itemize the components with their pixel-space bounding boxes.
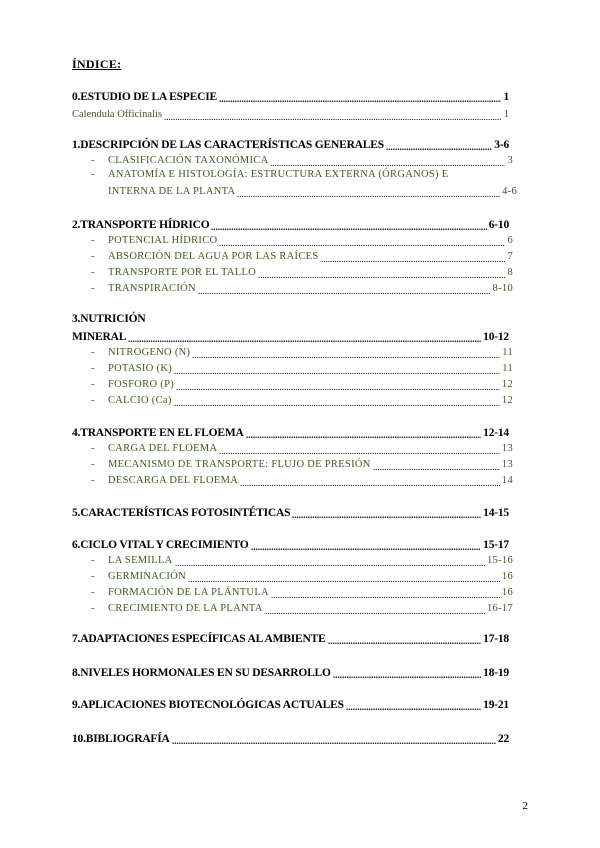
toc-section-title: 8.NIVELES HORMONALES EN SU DESARROLLO xyxy=(72,667,331,679)
dot-leader xyxy=(321,254,505,264)
toc-page-number: 14 xyxy=(501,475,513,486)
toc-page-number: 13 xyxy=(501,459,513,470)
dot-leader xyxy=(211,222,487,232)
dot-leader xyxy=(271,590,500,600)
bullet-dash: - xyxy=(91,555,95,566)
toc-page-number: 11 xyxy=(502,363,513,374)
bullet-dash: - xyxy=(91,587,95,598)
bullet-dash: - xyxy=(91,603,95,614)
toc-subitem-title: NITROGENO (N) xyxy=(108,347,191,358)
toc-page-number: 18-19 xyxy=(483,667,509,679)
toc-page-number: 15-17 xyxy=(483,539,509,551)
toc-subitem-title: ABSORCIÓN DEL AGUA POR LAS RAÍCES xyxy=(108,251,319,262)
toc-section-title: 6.CICLO VITAL Y CRECIMIENTO xyxy=(72,539,249,551)
toc-subitem-title: GERMINACIÓN xyxy=(108,571,186,582)
toc-page-number: 16 xyxy=(501,571,513,582)
toc-subitem-title: FOSFORO (P) xyxy=(108,379,175,390)
dot-leader xyxy=(188,574,500,584)
toc-page-number: 8-10 xyxy=(492,283,513,294)
toc-section-title: 10.BIBLIOGRAFÍA xyxy=(72,733,170,745)
toc-page-number: 11 xyxy=(502,347,513,358)
dot-leader xyxy=(128,334,481,344)
toc-page-number: 3-6 xyxy=(494,139,509,151)
bullet-dash: - xyxy=(91,235,95,246)
dot-leader xyxy=(174,398,500,408)
toc-page-number: 7 xyxy=(507,251,513,262)
bullet-dash: - xyxy=(91,251,95,262)
toc-section-title: 9.APLICACIONES BIOTECNOLÓGICAS ACTUALES xyxy=(72,699,344,711)
bullet-dash: - xyxy=(91,443,95,454)
dot-leader xyxy=(219,446,500,456)
toc-page-number: 10-12 xyxy=(483,331,509,343)
dot-leader xyxy=(328,636,481,646)
toc-subitem-title: TRANSPIRACIÓN xyxy=(108,283,196,294)
toc-page-number: 16 xyxy=(501,587,513,598)
bullet-dash: - xyxy=(91,283,95,294)
dot-leader xyxy=(164,112,502,122)
dot-leader xyxy=(240,478,500,488)
bullet-dash: - xyxy=(91,267,95,278)
toc-subitem-title: TRANSPORTE POR EL TALLO xyxy=(108,267,257,278)
toc-subitem-title: LA SEMILLA xyxy=(108,555,173,566)
toc-page-number: 3 xyxy=(507,155,513,166)
toc-subitem-title: FORMACIÓN DE LA PLÁNTULA xyxy=(108,587,269,598)
dot-leader xyxy=(292,510,481,520)
dot-leader xyxy=(265,606,485,616)
toc-subitem-title: CARGA DEL FLOEMA xyxy=(108,443,218,454)
dot-leader xyxy=(176,382,500,392)
toc-page-number: 6 xyxy=(507,235,513,246)
toc-subitem-title: CALCIO (Ca) xyxy=(108,395,172,406)
toc-page-number: 16-17 xyxy=(487,603,513,614)
dot-leader xyxy=(333,670,481,680)
toc-subitem-title: POTASIO (K) xyxy=(108,363,172,374)
toc-page-number: 15-16 xyxy=(487,555,513,566)
bullet-dash: - xyxy=(91,347,95,358)
index-title: ÍNDICE: xyxy=(72,57,122,71)
toc-subitem-title: ANATOMÍA E HISTOLOGÍA: ESTRUCTURA EXTERNA (ÓRGANOS) E xyxy=(108,169,449,180)
toc-page-number: 14-15 xyxy=(483,507,509,519)
toc-page-number: 4-6 xyxy=(502,186,517,197)
dot-leader xyxy=(237,189,500,199)
toc-entry-title: Calendula Officinalis xyxy=(72,109,162,120)
toc-section-title: 3.NUTRICIÓN xyxy=(72,313,146,325)
toc-section-title: 1.DESCRIPCIÓN DE LAS CARACTERÍSTICAS GENERALES xyxy=(72,139,384,151)
toc-page-number: 12 xyxy=(501,379,513,390)
toc-page-number: 19-21 xyxy=(483,699,509,711)
bullet-dash: - xyxy=(91,379,95,390)
toc-page-number: 1 xyxy=(503,91,509,103)
dot-leader xyxy=(270,158,505,168)
bullet-dash: - xyxy=(91,155,95,166)
dot-leader xyxy=(198,286,491,296)
toc-subitem-title: MECANISMO DE TRANSPORTE: FLUJO DE PRESIÓN xyxy=(108,459,371,470)
toc-section-title: 2.TRANSPORTE HÍDRICO xyxy=(72,219,210,231)
toc-page-number: 13 xyxy=(501,443,513,454)
toc-page-number: 12 xyxy=(501,395,513,406)
toc-page-number: 1 xyxy=(503,109,509,120)
page-number: 2 xyxy=(522,800,528,812)
toc-page-number: 22 xyxy=(497,733,509,745)
bullet-dash: - xyxy=(91,169,95,180)
dot-leader xyxy=(219,238,505,248)
dot-leader xyxy=(258,270,505,280)
toc-section-title: 7.ADAPTACIONES ESPECÍFICAS AL AMBIENTE xyxy=(72,633,326,645)
toc-page-number: 12-14 xyxy=(483,427,509,439)
toc-section-title-cont: MINERAL xyxy=(72,331,127,343)
dot-leader xyxy=(251,542,481,552)
bullet-dash: - xyxy=(91,571,95,582)
toc-section-title: 0.ESTUDIO DE LA ESPECIE xyxy=(72,91,217,103)
bullet-dash: - xyxy=(91,395,95,406)
dot-leader xyxy=(174,366,500,376)
toc-page-number: 8 xyxy=(507,267,513,278)
dot-leader xyxy=(172,736,496,746)
toc-subitem-title: DESCARGA DEL FLOEMA xyxy=(108,475,239,486)
dot-leader xyxy=(175,558,485,568)
toc-section-title: 5.CARACTERÍSTICAS FOTOSINTÉTICAS xyxy=(72,507,291,519)
dot-leader xyxy=(386,142,492,152)
toc-section-title: 4.TRANSPORTE EN EL FLOEMA xyxy=(72,427,244,439)
dot-leader xyxy=(346,702,481,712)
toc-subitem-title: CRECIMIENTO DE LA PLANTA xyxy=(108,603,263,614)
toc-page-number: 6-10 xyxy=(488,219,509,231)
bullet-dash: - xyxy=(91,459,95,470)
toc-subitem-title: POTENCIAL HÍDRICO xyxy=(108,235,218,246)
dot-leader xyxy=(192,350,500,360)
toc-page-number: 17-18 xyxy=(483,633,509,645)
toc-subitem-title-cont: INTERNA DE LA PLANTA xyxy=(108,186,236,197)
bullet-dash: - xyxy=(91,475,95,486)
dot-leader xyxy=(219,94,501,104)
toc-subitem-title: CLASIFICACIÓN TAXONÓMICA xyxy=(108,155,269,166)
dot-leader xyxy=(246,430,481,440)
bullet-dash: - xyxy=(91,363,95,374)
dot-leader xyxy=(373,462,500,472)
